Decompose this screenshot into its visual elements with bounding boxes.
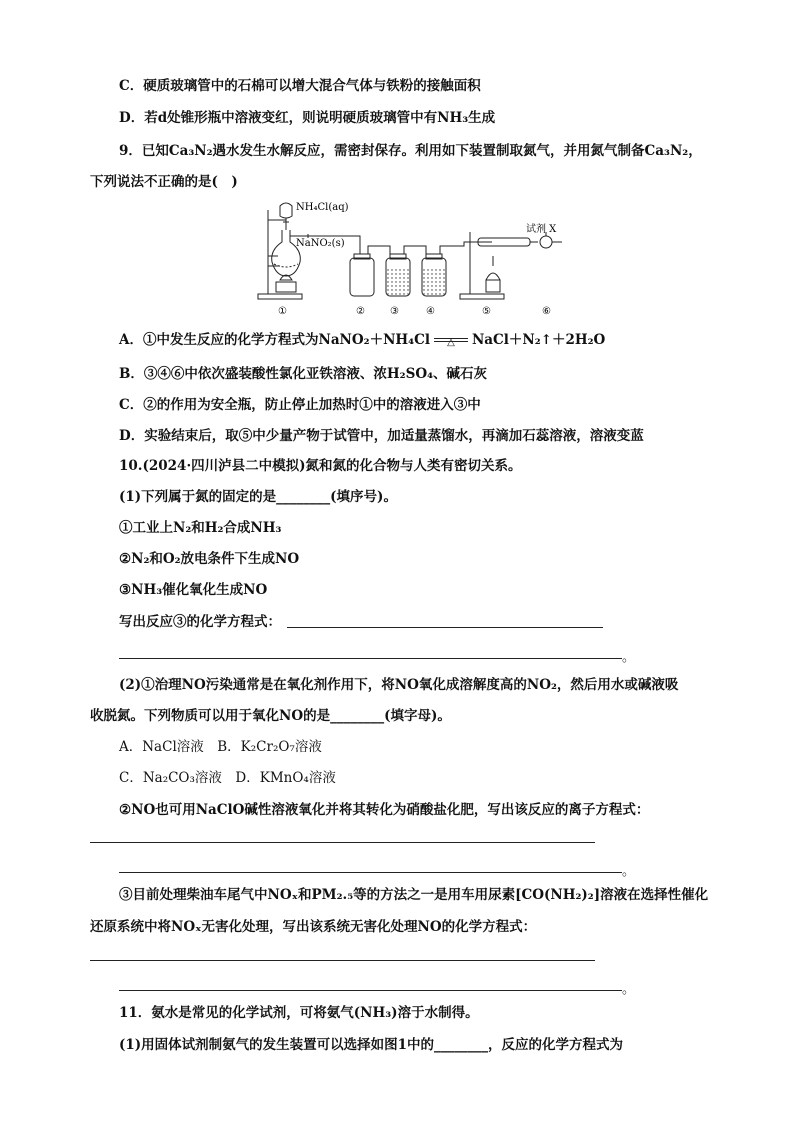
period-mark: 。 [622, 982, 636, 997]
period-mark: 。 [622, 650, 636, 665]
label-num-2: ② [356, 306, 365, 317]
q10-item2: ②N₂和O₂放电条件下生成NO [119, 551, 300, 567]
q9-option-a-pre: A．①中发生反应的化学方程式为NaNO₂＋NH₄Cl [119, 332, 430, 348]
q8-option-d: D．若d处锥形瓶中溶液变红，则说明硬质玻璃管中有NH₃生成 [119, 110, 496, 126]
q11-stem: 11．氨水是常见的化学试剂，可将氨气(NH₃)溶于水制得。 [119, 1005, 479, 1021]
apparatus-figure [250, 196, 570, 320]
q9-option-d: D．实验结束后，取⑤中少量产物于试管中，加适量蒸馏水，再滴加石蕊溶液，溶液变蓝 [119, 428, 644, 444]
answer-line[interactable] [90, 960, 595, 961]
q10-part2a: (2)①治理NO污染通常是在氧化剂作用下，将NO氧化成溶解度高的NO₂，然后用水或碱液吸 [119, 677, 679, 693]
q10-part3b: 还原系统中将NOₓ无害化处理，写出该系统无害化处理NO的化学方程式： [90, 919, 537, 935]
period-mark: 。 [622, 864, 636, 879]
label-reagent-x: 试剂 X [526, 224, 557, 235]
label-nano2: NaNO₂(s) [296, 238, 345, 249]
answer-line[interactable] [119, 658, 622, 659]
answer-line[interactable] [119, 872, 622, 873]
label-num-6: ⑥ [542, 306, 551, 317]
q11-part1: (1)用固体试剂制氨气的发生装置可以选择如图1中的________，反应的化学方程式为 [119, 1037, 624, 1053]
q10-stem: 10.(2024·四川泸县二中模拟)氮和氮的化合物与人类有密切关系。 [119, 458, 522, 474]
q10-part2-options-cd: C．Na₂CO₃溶液 D．KMnO₄溶液 [119, 770, 336, 786]
label-num-1: ① [278, 306, 287, 317]
q10-write3: 写出反应③的化学方程式： [119, 614, 281, 630]
q10-item3: ③NH₃催化氧化生成NO [119, 582, 268, 598]
answer-line[interactable] [119, 990, 622, 991]
q9-stem-line2: 下列说法不正确的是( ) [90, 174, 238, 190]
answer-line[interactable] [287, 627, 603, 628]
q9-stem-line1: 9．已知Ca₃N₂遇水发生水解反应，需密封保存。利用如下装置制取氮气，并用氮气制备Ca₃N₂， [119, 143, 702, 159]
q9-option-b: B．③④⑥中依次盛装酸性氯化亚铁溶液、浓H₂SO₄、碱石灰 [119, 366, 487, 382]
label-nh4cl: NH₄Cl(aq) [296, 202, 349, 213]
label-num-3: ③ [390, 306, 399, 317]
q10-part3a: ③目前处理柴油车尾气中NOₓ和PM₂.₅等的方法之一是用车用尿素[CO(NH₂)₂]溶液在选择性催化 [119, 887, 709, 903]
q9-option-a-post: NaCl＋N₂↑＋2H₂O [471, 332, 606, 348]
q10-part2-options-ab: A．NaCl溶液 B．K₂Cr₂O₇溶液 [119, 739, 322, 755]
q9-option-c: C．②的作用为安全瓶，防止停止加热时①中的溶液进入③中 [119, 397, 481, 413]
q10-item1: ①工业上N₂和H₂合成NH₃ [119, 520, 282, 536]
q10-part2b: 收脱氮。下列物质可以用于氧化NO的是________(填字母)。 [90, 708, 451, 724]
answer-line[interactable] [90, 842, 595, 843]
q10-part1: (1)下列属于氮的固定的是________(填序号)。 [119, 489, 397, 505]
label-num-5: ⑤ [482, 306, 491, 317]
q9-option-a [119, 330, 605, 350]
q10-part2c: ②NO也可用NaClO碱性溶液氧化并将其转化为硝酸盐化肥，写出该反应的离子方程式： [119, 802, 650, 818]
label-num-4: ④ [426, 306, 435, 317]
q8-option-c: C．硬质玻璃管中的石棉可以增大混合气体与铁粉的接触面积 [119, 78, 481, 94]
q9-option-a-cond: △ [430, 342, 472, 344]
